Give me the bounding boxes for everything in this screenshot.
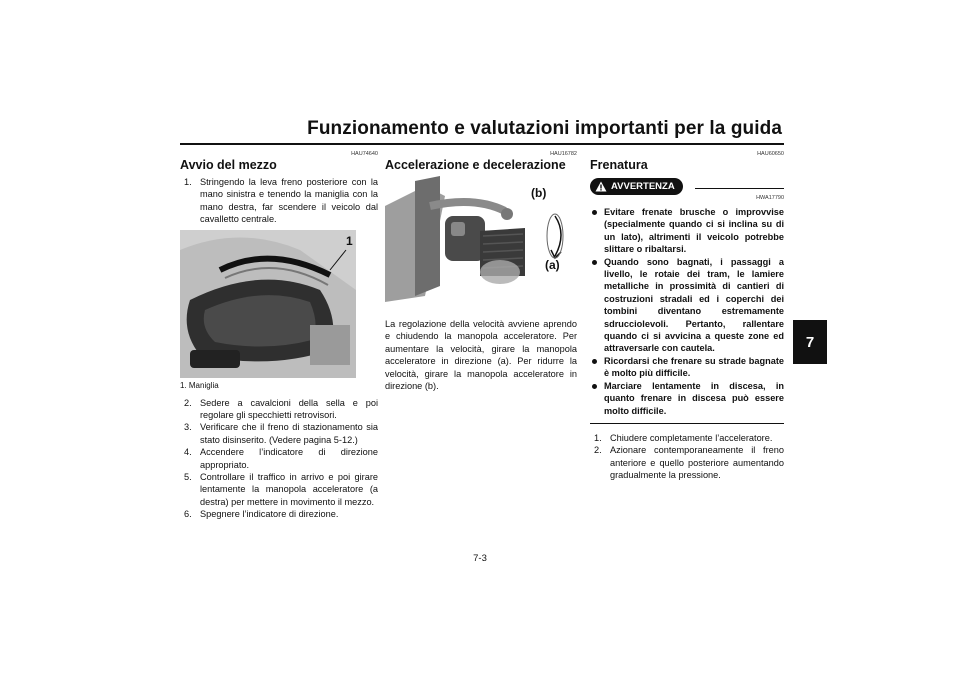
bullet-icon [592,359,597,364]
step-text: Chiudere completamente l’acceleratore. [610,432,773,443]
step-number: 3. [184,422,192,433]
warning-rule [695,188,784,189]
scooter-seat-illustration [180,230,356,378]
list-item [180,176,378,226]
warning-list [590,206,784,417]
bullet-text: Marciare lentamente in discesa, in quanto frenare in discesa può essere molto difficile. [604,380,784,416]
throttle-figure [385,176,575,302]
bullet-text: Quando sono bagnati, i passaggi a livello, le rotaie dei tram, le lamiere metalliche in prossimità di cantieri di costruzioni stradali ed i coperchi dei tombini diventano estremamente sdrucciolevoli. Pertanto, rallentare quando ci si avvicina a queste zone ed attraversarle con cautela. [604,256,784,354]
section-code: HAU74640 [351,151,378,157]
figure-caption: 1. Maniglia [180,380,219,390]
page-number: 7-3 [473,553,487,564]
scooter-seat-figure [180,230,356,378]
section-frenatura [590,150,784,482]
steps-list [180,176,378,226]
warning-end-rule [590,423,784,424]
step-text: Accendere l’indicatore di direzione appropriato. [200,447,378,470]
step-number: 5. [184,472,192,483]
warning-label: AVVERTENZA [611,181,675,192]
step-number: 6. [184,509,192,520]
step-text: Verificare che il freno di stazionamento sia stato disinserito. (Vedere pagina 5-12.) [200,422,378,445]
list-item [590,432,784,444]
list-item [590,380,784,417]
paragraph: La regolazione della velocità avviene aprendo e chiudendo la manopola acceleratore. Per aumentare la velocità, girare la manopola acceleratore in direzione (a). Per ridurre la velocità, girare la manopola acceleratore in direzione (b). [385,319,577,392]
bullet-text: Evitare frenate brusche o improvvise (specialmente quando ci si inclina su di un lato), altrimenti il veicolo potrebbe slittare o ribaltarsi. [604,207,784,255]
list-item [590,444,784,481]
section-title: Avvio del mezzo [180,158,277,172]
header-rule [180,143,784,145]
list-item [590,206,784,256]
direction-b-label: (b) [531,186,547,200]
bullet-icon [592,384,597,389]
section-title: Accelerazione e decelerazione [385,158,566,172]
list-item [180,471,378,508]
step-text: Sedere a cavalcioni della sella e poi regolare gli specchietti retrovisori. [200,397,378,421]
list-item [180,446,378,471]
warning-triangle-icon [595,181,607,192]
page-header-title: Funzionamento e valutazioni importanti per la guida [307,118,782,139]
list-item [590,256,784,355]
steps-list [590,432,784,482]
step-text: Azionare contemporaneamente il freno anteriore e quello posteriore aumentando gradualmente la pressione. [610,445,784,481]
chapter-tab: 7 [793,320,827,364]
step-number: 2. [594,445,602,456]
section-avvio [180,150,378,521]
section-code: HAU60650 [757,151,784,157]
warning-badge [590,178,683,195]
bullet-text: Ricordarsi che frenare su strade bagnate è molto più difficile. [604,355,784,379]
list-item [180,397,378,422]
list-item [180,421,378,446]
figure-callout-label: 1 [346,233,353,248]
steps-list [180,397,378,521]
list-item [180,508,378,520]
step-number: 2. [184,397,192,408]
list-item [590,355,784,380]
section-accelerazione [385,150,577,392]
step-number: 1. [184,177,192,187]
step-text: Controllare il traffico in arrivo e poi girare lentamente la manopola acceleratore (a destra) per mettere in movimento il mezzo. [200,472,378,507]
section-title: Frenatura [590,158,648,172]
step-text: Spegnere l’indicatore di direzione. [200,509,339,520]
bullet-icon [592,260,597,265]
direction-a-label: (a) [545,258,560,272]
section-code: HAU16782 [550,151,577,157]
warning-code: HWA17790 [756,195,784,201]
bullet-icon [592,210,597,215]
step-text: Stringendo la leva freno posteriore con la mano sinistra e tenendo la maniglia con la mano destra, far scendere il veicolo dal cavalletto centrale. [200,177,378,225]
step-number: 4. [184,447,192,458]
throttle-illustration [385,176,575,302]
step-number: 1. [594,432,602,443]
